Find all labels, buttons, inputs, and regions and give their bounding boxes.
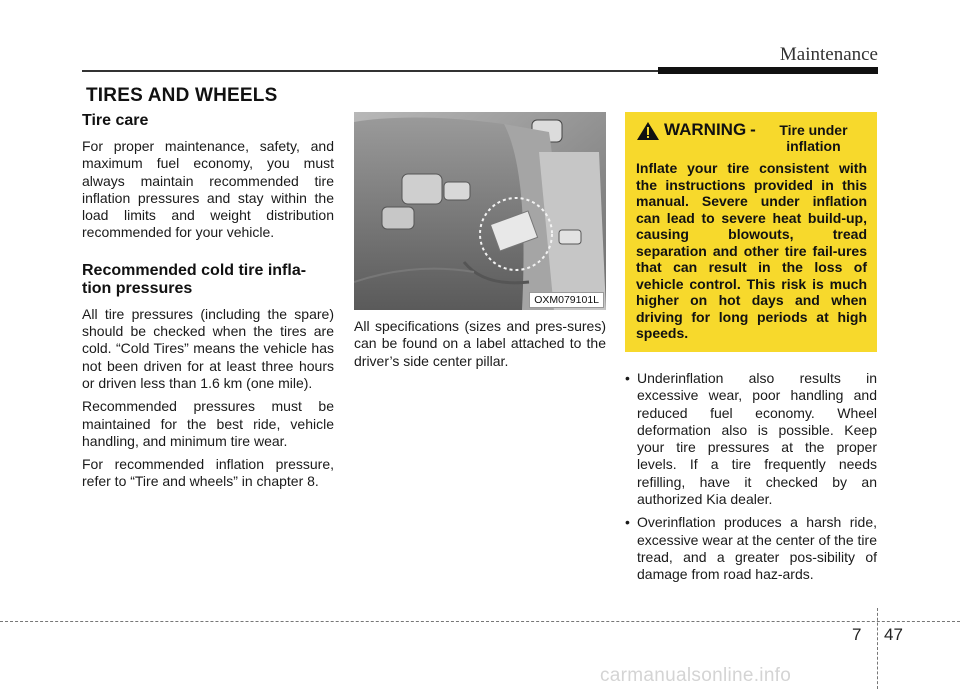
figure-code: OXM079101L <box>529 292 604 308</box>
warning-header <box>636 120 867 154</box>
tire-care-heading: Tire care <box>82 112 149 129</box>
header-section-name: Maintenance <box>779 44 878 65</box>
column-3 <box>625 370 877 590</box>
warning-text: Inflate your tire consistent with the instructions provided in this manual. Severe under inflation can lead to severe heat build-up, causing blowouts, tread separation and other tire fail-ures that can result in the loss of vehicle control. This risk is much higher on hot days and when driving for long periods at high speeds. <box>636 160 867 341</box>
bullet-symbol: • <box>625 514 630 531</box>
section-title: TIRES AND WHEELS <box>86 85 278 106</box>
bullet-text: Underinflation also results in excessive wear, poor handling and reduced fuel economy. Wheel deformation also is possible. Keep your tire pressures at the proper levels. If a tire frequently needs refilling, have it checked by an authorized Kia dealer. <box>637 370 877 508</box>
column-1 <box>82 110 334 491</box>
warning-dash: - <box>750 120 756 139</box>
door-pillar-illustration <box>354 112 606 310</box>
column-2 <box>354 318 606 370</box>
warning-subtitle: Tire under inflation <box>779 122 848 154</box>
cold-pressure-paragraph-1: All tire pressures (including the spare) should be checked when the tires are cold. “Cold Tires” means the vehicle has not been driven for at least three hours or driven less than 1.6 km (one mile). <box>82 305 334 391</box>
warning-triangle-icon <box>636 121 660 141</box>
specification-paragraph: All specifications (sizes and pres-sures) can be found on a label attached to the driver’s side center pillar. <box>354 318 606 369</box>
cold-pressure-paragraph-2: Recommended pressures must be maintained for the best ride, vehicle handling, and minimum tire wear. <box>82 398 334 449</box>
header-accent-bar <box>658 67 878 74</box>
cold-pressure-paragraph-3: For recommended inflation pressure, refer to “Tire and wheels” in chapter 8. <box>82 456 334 490</box>
watermark: carmanualsonline.info <box>600 665 792 686</box>
cold-pressure-heading: Recommended cold tire infla-tion pressures <box>82 261 307 297</box>
bullet-underinflation <box>625 370 877 508</box>
bullet-symbol: • <box>625 370 630 386</box>
door-pillar-photo <box>354 112 606 310</box>
warning-box <box>625 112 877 352</box>
chapter-number: 7 <box>852 625 862 644</box>
footer-rule <box>0 621 960 622</box>
header-rule <box>82 70 658 72</box>
bullet-text: Overinflation produces a harsh ride, excessive wear at the center of the tire tread, and a greater pos-sibility of damage from road haz-ards. <box>637 514 877 583</box>
bullet-overinflation <box>625 514 877 583</box>
warning-word: WARNING <box>664 120 747 139</box>
page-number: 47 <box>884 625 903 644</box>
tire-care-paragraph: For proper maintenance, safety, and maximum fuel economy, you must always maintain recommended tire inflation pressures and stay within the load limits and weight distribution recommended for your vehicle. <box>82 138 334 241</box>
footer-divider <box>877 608 878 689</box>
